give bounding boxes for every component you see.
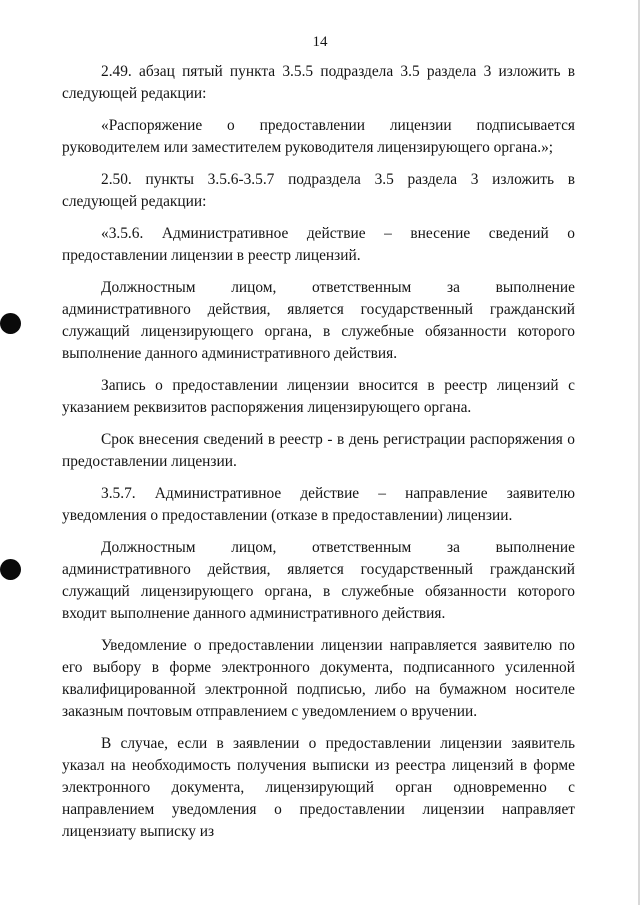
paragraph: «3.5.6. Административное действие – внесение сведений о предоставлении лицензии в реестр лицензий. [62,225,575,264]
page-number: 14 [312,34,328,50]
paragraph: Должностным лицом, ответственным за выполнение административного действия, является государственный гражданский служащий лицензирующего органа, в служебные обязанности которого выполнение данного административного действия. [62,279,575,362]
punch-hole-mark [0,313,21,334]
paragraph: 3.5.7. Административное действие – направление заявителю уведомления о предоставлении (отказе в предоставлении) лицензии. [62,485,575,524]
paragraph: 2.50. пункты 3.5.6-3.5.7 подраздела 3.5 раздела 3 изложить в следующей редакции: [62,171,575,210]
document-body [62,61,575,851]
paragraph: Срок внесения сведений в реестр - в день регистрации распоряжения о предоставлении лицензии. [62,431,575,470]
paragraph: Уведомление о предоставлении лицензии направляется заявителю по его выбору в форме электронного документа, подписанного усиленной квалифицированной электронной подписью, либо на бумажном носителе заказным почтовым отправлением с уведомлением о вручении. [62,637,575,720]
paragraph: «Распоряжение о предоставлении лицензии подписывается руководителем или заместителем руководителя лицензирующего органа.»; [62,117,575,156]
paragraph: Запись о предоставлении лицензии вносится в реестр лицензий с указанием реквизитов распоряжения лицензирующего органа. [62,377,575,416]
paragraph: 2.49. абзац пятый пункта 3.5.5 подраздела 3.5 раздела 3 изложить в следующей редакции: [62,63,575,102]
punch-hole-mark [0,559,21,580]
paragraph: Должностным лицом, ответственным за выполнение административного действия, является государственный гражданский служащий лицензирующего органа, в служебные обязанности которого входит выполнение данного административного действия. [62,539,575,622]
paragraph: В случае, если в заявлении о предоставлении лицензии заявитель указал на необходимость получения выписки из реестра лицензий в форме электронного документа, лицензирующий орган одновременно с направлением уведомления о предоставлении лицензии направляет лицензиату выписку из [62,735,575,840]
